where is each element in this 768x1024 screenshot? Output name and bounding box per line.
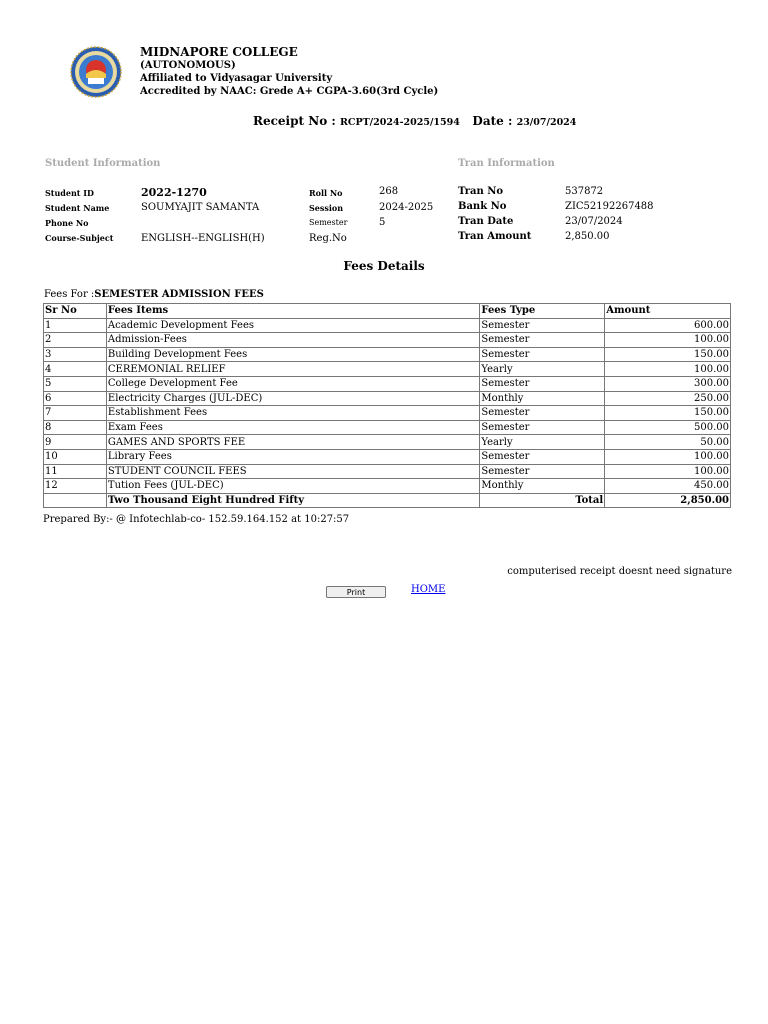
fees-row — [44, 449, 731, 464]
total-in-words: Two Thousand Eight Hundred Fifty — [106, 493, 479, 508]
fee-item: Establishment Fees — [106, 406, 479, 421]
fee-sr-no: 1 — [44, 318, 107, 333]
fee-type: Monthly — [480, 479, 605, 494]
fees-row — [44, 406, 731, 421]
fee-item: Electricity Charges (JUL-DEC) — [106, 391, 479, 406]
fee-type: Semester — [480, 449, 605, 464]
fee-item: CEREMONIAL RELIEF — [106, 362, 479, 377]
fee-sr-no: 6 — [44, 391, 107, 406]
fee-type: Yearly — [480, 362, 605, 377]
fees-row — [44, 420, 731, 435]
fee-amount: 450.00 — [605, 479, 731, 494]
student-id-label: Student ID — [45, 188, 94, 198]
fee-item: Academic Development Fees — [106, 318, 479, 333]
fees-row — [44, 362, 731, 377]
fee-type: Semester — [480, 464, 605, 479]
date-label: Date : — [472, 114, 513, 128]
course-value: ENGLISH--ENGLISH(H) — [141, 233, 265, 244]
prepared-by: Prepared By:- @ Infotechlab-co- 152.59.164.152 at 10:27:57 — [43, 514, 350, 525]
fee-item: STUDENT COUNCIL FEES — [106, 464, 479, 479]
tran-amount-label: Tran Amount — [458, 231, 532, 242]
receipt-no-label: Receipt No : — [253, 114, 336, 128]
course-label: Course-Subject — [45, 233, 114, 243]
fee-sr-no: 9 — [44, 435, 107, 450]
phone-label: Phone No — [45, 218, 89, 228]
fee-amount: 500.00 — [605, 420, 731, 435]
fee-amount: 50.00 — [605, 435, 731, 450]
fees-table-header — [44, 304, 731, 319]
fee-type: Semester — [480, 347, 605, 362]
fee-type: Semester — [480, 333, 605, 348]
signature-note: computerised receipt doesnt need signature — [507, 566, 732, 577]
fees-details-heading: Fees Details — [343, 259, 425, 273]
fee-sr-no: 12 — [44, 479, 107, 494]
fees-table — [43, 303, 731, 508]
fees-row — [44, 347, 731, 362]
affiliation-label: Affiliated to Vidyasagar University — [140, 73, 333, 84]
fee-amount: 100.00 — [605, 449, 731, 464]
fee-sr-no: 5 — [44, 376, 107, 391]
receipt-line — [253, 114, 576, 128]
fee-sr-no: 2 — [44, 333, 107, 348]
fees-row — [44, 435, 731, 450]
fee-amount: 100.00 — [605, 362, 731, 377]
semester-label: Semester — [309, 218, 348, 227]
fee-item: Library Fees — [106, 449, 479, 464]
roll-value: 268 — [379, 186, 399, 197]
print-button[interactable]: Print — [326, 586, 386, 598]
col-header-items: Fees Items — [106, 304, 479, 319]
fees-for-value: SEMESTER ADMISSION FEES — [94, 289, 264, 300]
fee-amount: 250.00 — [605, 391, 731, 406]
roll-label: Roll No — [309, 188, 343, 198]
fee-item: Exam Fees — [106, 420, 479, 435]
college-logo — [70, 44, 122, 100]
student-info-title: Student Information — [45, 158, 161, 169]
fee-item: Admission-Fees — [106, 333, 479, 348]
accreditation-label: Accredited by NAAC: Grede A+ CGPA-3.60(3rd Cycle) — [140, 86, 439, 97]
fees-row — [44, 479, 731, 494]
fees-for-line — [44, 289, 264, 300]
tran-amount: 2,850.00 — [565, 231, 610, 242]
fee-item: College Development Fee — [106, 376, 479, 391]
fee-item: Building Development Fees — [106, 347, 479, 362]
col-header-amount: Amount — [605, 304, 731, 319]
fee-item: GAMES AND SPORTS FEE — [106, 435, 479, 450]
fee-type: Semester — [480, 376, 605, 391]
fee-amount: 150.00 — [605, 406, 731, 421]
fee-sr-no: 4 — [44, 362, 107, 377]
tran-info-title: Tran Information — [458, 158, 555, 169]
fee-amount: 300.00 — [605, 376, 731, 391]
session-label: Session — [309, 203, 344, 213]
receipt-date: 23/07/2024 — [516, 117, 577, 128]
fee-sr-no: 8 — [44, 420, 107, 435]
tran-no: 537872 — [565, 186, 604, 197]
fee-sr-no: 11 — [44, 464, 107, 479]
fee-type: Semester — [480, 318, 605, 333]
bank-no: ZIC52192267488 — [565, 201, 654, 212]
tran-no-label: Tran No — [458, 186, 504, 197]
autonomous-label: (AUTONOMOUS) — [140, 60, 236, 71]
fee-sr-no: 10 — [44, 449, 107, 464]
fee-type: Semester — [480, 420, 605, 435]
total-amount: 2,850.00 — [605, 493, 731, 508]
fee-amount: 100.00 — [605, 333, 731, 348]
fees-row — [44, 318, 731, 333]
receipt-no: RCPT/2024-2025/1594 — [340, 117, 460, 128]
total-label: Total — [480, 493, 605, 508]
col-header-sr: Sr No — [44, 304, 107, 319]
fee-type: Monthly — [480, 391, 605, 406]
semester-value: 5 — [379, 217, 386, 228]
fee-type: Yearly — [480, 435, 605, 450]
fees-for-label: Fees For : — [44, 289, 95, 300]
col-header-type: Fees Type — [480, 304, 605, 319]
college-name: MIDNAPORE COLLEGE — [140, 45, 298, 59]
fees-row — [44, 464, 731, 479]
total-blank — [44, 493, 107, 508]
fee-type: Semester — [480, 406, 605, 421]
fees-row — [44, 333, 731, 348]
fees-row — [44, 391, 731, 406]
fees-total-row — [44, 493, 731, 508]
session-value: 2024-2025 — [379, 202, 434, 213]
regno-label: Reg.No — [309, 233, 347, 244]
fee-item: Tution Fees (JUL-DEC) — [106, 479, 479, 494]
fee-sr-no: 3 — [44, 347, 107, 362]
student-name: SOUMYAJIT SAMANTA — [141, 202, 260, 213]
fees-row — [44, 376, 731, 391]
fee-amount: 100.00 — [605, 464, 731, 479]
fee-amount: 150.00 — [605, 347, 731, 362]
tran-date: 23/07/2024 — [565, 216, 623, 227]
fee-amount: 600.00 — [605, 318, 731, 333]
bank-no-label: Bank No — [458, 201, 507, 212]
tran-date-label: Tran Date — [458, 216, 514, 227]
fee-sr-no: 7 — [44, 406, 107, 421]
student-name-label: Student Name — [45, 203, 110, 213]
home-link[interactable]: HOME — [411, 584, 446, 595]
student-id: 2022-1270 — [141, 186, 207, 199]
